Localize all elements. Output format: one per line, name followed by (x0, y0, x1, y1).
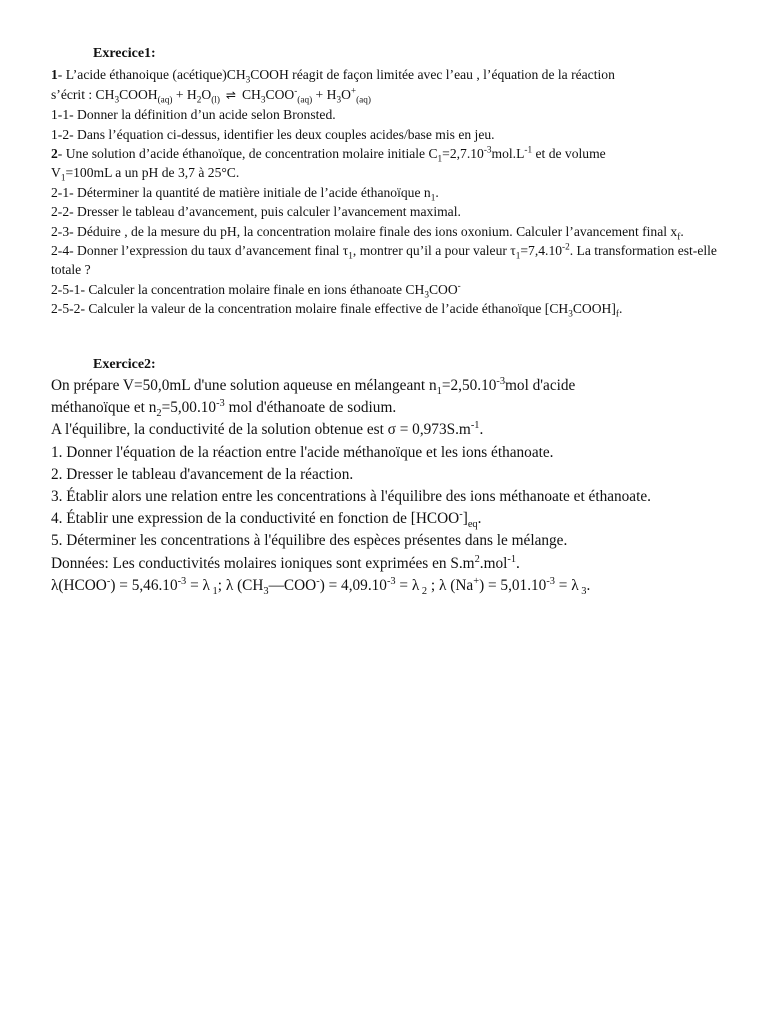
eq-sub3-b: 3 (260, 94, 266, 105)
ex2-l2-sub: 2 (156, 408, 162, 420)
lam-j: = λ (554, 576, 579, 594)
lam-exp1: - (106, 575, 111, 587)
ex1-q1-1: 1-1- Donner la définition d’un acide selon Bronsted. (51, 107, 336, 123)
eq-plus-sign: + (350, 85, 357, 96)
eq-o: O (201, 86, 212, 102)
ex1-q2-4-c: =7,4.10 (520, 243, 563, 259)
lam-b: ) = 5,46.10 (110, 576, 178, 594)
ex2-q4-c: . (477, 510, 482, 528)
ex1-q2-5-1 (51, 280, 731, 299)
eq-plus2: + H (312, 86, 337, 102)
ex2-l1-exp: -3 (496, 375, 506, 387)
ex1-q2-5-1-sub: 3 (424, 289, 429, 300)
ex2-l1-b: =2,50.10 (441, 377, 497, 394)
ex1-q2-text-a: - Une solution d’acide éthanoïque, de concentration molaire initiale C (57, 146, 438, 162)
ex1-q1-text-a: - L’acide éthanoique (acétique)CH (57, 67, 246, 83)
eq-sub3-a: 3 (114, 94, 120, 105)
eq-part1: COOH (119, 86, 158, 102)
ex2-q4-b: ] (462, 510, 468, 528)
ex2-data-a: Données: Les conductivités molaires ioniques sont exprimées en S.m (51, 554, 475, 572)
eq-sub2: 2 (196, 94, 202, 105)
ex2-l2-c: mol d'éthanoate de sodium. (224, 399, 397, 417)
ex1-q2-4-b: , montrer qu’il a pour valeur τ (352, 243, 516, 259)
ex1-q2-5-2 (51, 299, 731, 318)
ex1-q1-2: 1-2- Dans l’équation ci-dessus, identifier les deux couples acides/base mis en jeu. (51, 126, 495, 142)
eq-coo: COO (265, 86, 295, 102)
ex1-q2-4-d: . La transformation est-elle totale ? (51, 243, 717, 278)
eq-minus: - (294, 85, 298, 96)
lam-k: . (586, 576, 591, 594)
eq-aq-c: (aq) (356, 94, 371, 105)
lam-c: = λ (186, 576, 210, 594)
ex2-l1-c: mol d'acide (505, 377, 576, 394)
lam-sub-ch: 3 (263, 585, 269, 597)
ex1-q2-line2-a: V (51, 165, 61, 181)
ex2-line2 (51, 397, 741, 419)
ex2-l1-sub: 1 (436, 386, 442, 398)
ex1-q2-5-2-b: COOH] (572, 301, 616, 317)
exercise-2 (51, 355, 741, 597)
ex2-data-c: . (516, 554, 520, 572)
ex1-q2-5-1-a: 2-5-1- Calculer la concentration molaire finale en ions éthanoate CH (51, 281, 425, 297)
ex1-equation (51, 85, 731, 105)
exercise-1-title: Exrecice1: (93, 46, 156, 61)
lam-e: —COO (268, 576, 317, 594)
ex1-q2-4-a: 2-4- Donner l’expression du taux d’avancement final τ (51, 243, 349, 259)
ex1-q2-3-b: . (680, 223, 684, 239)
eq-l: (l) (211, 94, 220, 105)
eq-sub3-c: 3 (336, 94, 342, 105)
ex2-l2-exp: -3 (216, 398, 225, 410)
ex2-lambda-values (51, 575, 741, 597)
lam-exp5: + (473, 575, 480, 587)
ex1-q1 (51, 65, 731, 84)
ex1-q2-1-b: . (435, 184, 439, 200)
ex1-q2-4-exp: -2 (562, 241, 570, 252)
ex1-q2-text-b: =2,7.10 (442, 146, 484, 162)
eq-aq-a: (aq) (157, 94, 173, 105)
ex2-l3-b: . (479, 421, 484, 439)
ex2-data-exp2: -1 (507, 553, 517, 565)
ex1-q2-3-a: 2-3- Déduire , de la mesure du pH, la concentration molaire finale des ions oxonium. Calculer l’avancement final x (51, 223, 678, 239)
ex1-q2-text-c: mol.L (491, 146, 525, 162)
lam-sub1: 1 (209, 585, 218, 597)
ex1-q1-number: 1 (51, 67, 58, 83)
ex2-line3 (51, 419, 741, 441)
ex1-q2-5-2-sub3: 3 (568, 309, 573, 319)
ex1-q2-5-1-b: COO (428, 281, 458, 297)
ex2-q4-exp: - (459, 509, 463, 521)
ex1-q2-3 (51, 222, 731, 241)
lam-h: ; λ (Na (427, 576, 474, 594)
equilibrium-arrow-icon: ⇌ (225, 87, 236, 102)
ex2-q4-a: 4. Établir une expression de la conductivité en fonction de [HCOO (51, 510, 460, 528)
ex2-l3-exp: -1 (470, 420, 480, 432)
eq-plus1: + H (172, 86, 197, 102)
eq-part2: CH (241, 86, 261, 102)
ex2-l2-b: =5,00.10 (161, 399, 217, 417)
ex1-q2-line2-b: =100mL a un pH de 3,7 à 25°C. (65, 165, 240, 181)
ex1-q2-1 (51, 183, 731, 202)
ex1-q2-exp: -3 (483, 144, 492, 155)
lam-g: = λ (395, 576, 420, 594)
eq-o2: O (341, 86, 351, 102)
lam-sub2: 2 (419, 585, 428, 597)
lam-exp3: - (316, 575, 320, 587)
ex1-q2-exp2: -1 (524, 144, 533, 155)
ex1-q2-1-sub: 1 (430, 192, 436, 203)
lam-a: λ(HCOO (51, 576, 107, 594)
eq-lead: s’écrit : CH (51, 86, 115, 102)
ex2-q4 (51, 508, 741, 530)
ex1-q2-5-1-exp: - (457, 280, 461, 291)
ex1-q2-3-sub: f (677, 231, 681, 242)
lam-exp2: -3 (177, 575, 187, 587)
ex1-q2-text-d: et de volume (532, 146, 606, 162)
ex2-l1-a: On prépare V=50,0mL d'une solution aqueuse en mélangeant n (51, 377, 437, 394)
lam-d: ; λ (CH (217, 576, 264, 594)
lam-i: ) = 5,01.10 (479, 576, 547, 594)
ex2-l3-a: A l'équilibre, la conductivité de la solution obtenue est σ = 0,973S.m (51, 421, 471, 439)
eq-aq-b: (aq) (297, 94, 313, 105)
ex2-q4-sub: eq (467, 519, 478, 531)
ex2-line1 (51, 375, 741, 397)
ex2-q1: 1. Donner l'équation de la réaction entre l'acide méthanoïque et les ions éthanoate. (51, 443, 554, 461)
exercise-2-title: Exercice2: (93, 357, 156, 372)
ex1-q2 (51, 144, 731, 163)
ex1-q2-1-a: 2-1- Déterminer la quantité de matière initiale de l’acide éthanoïque n (51, 184, 431, 200)
lam-f: ) = 4,09.10 (319, 576, 387, 594)
ex2-data (51, 553, 741, 575)
ex1-q2-4 (51, 241, 731, 280)
ex2-l2-a: méthanoïque et n (51, 399, 157, 417)
ex2-data-exp: 2 (474, 553, 480, 565)
ex1-q2-5-2-c: . (618, 301, 623, 317)
ex1-q2-5-2-a: 2-5-2- Calculer la valeur de la concentration molaire finale effective de l’acide éthanoïque [CH (51, 301, 569, 317)
ex1-q1-sub3: 3 (245, 75, 251, 86)
ex1-q2-line2 (51, 163, 731, 182)
ex2-q5: 5. Déterminer les concentrations à l'équilibre des espèces présentes dans le mélange. (51, 532, 568, 550)
exercise-1 (51, 44, 731, 319)
ex1-q2-4-sub2: 1 (515, 250, 521, 261)
ex2-q3: 3. Établir alors une relation entre les concentrations à l'équilibre des ions méthanoate et éthanoate. (51, 488, 651, 506)
lam-exp4: -3 (386, 575, 396, 587)
ex2-q2: 2. Dresser le tableau d'avancement de la réaction. (51, 465, 354, 483)
lam-sub3: 3 (578, 585, 587, 597)
lam-exp6: -3 (546, 575, 555, 587)
ex1-q2-5-2-subf: f (615, 309, 619, 319)
ex1-q2-4-sub1: 1 (348, 250, 353, 261)
ex1-q2-line2-sub: 1 (60, 173, 66, 184)
ex1-q2-2: 2-2- Dresser le tableau d’avancement, puis calculer l’avancement maximal. (51, 204, 461, 220)
ex1-q1-text-b: COOH réagit de façon limitée avec l’eau , l’équation de la réaction (250, 67, 615, 83)
ex2-data-b: .mol (479, 554, 508, 572)
ex1-q2-number: 2 (51, 146, 58, 162)
ex1-q2-sub1: 1 (437, 153, 443, 164)
